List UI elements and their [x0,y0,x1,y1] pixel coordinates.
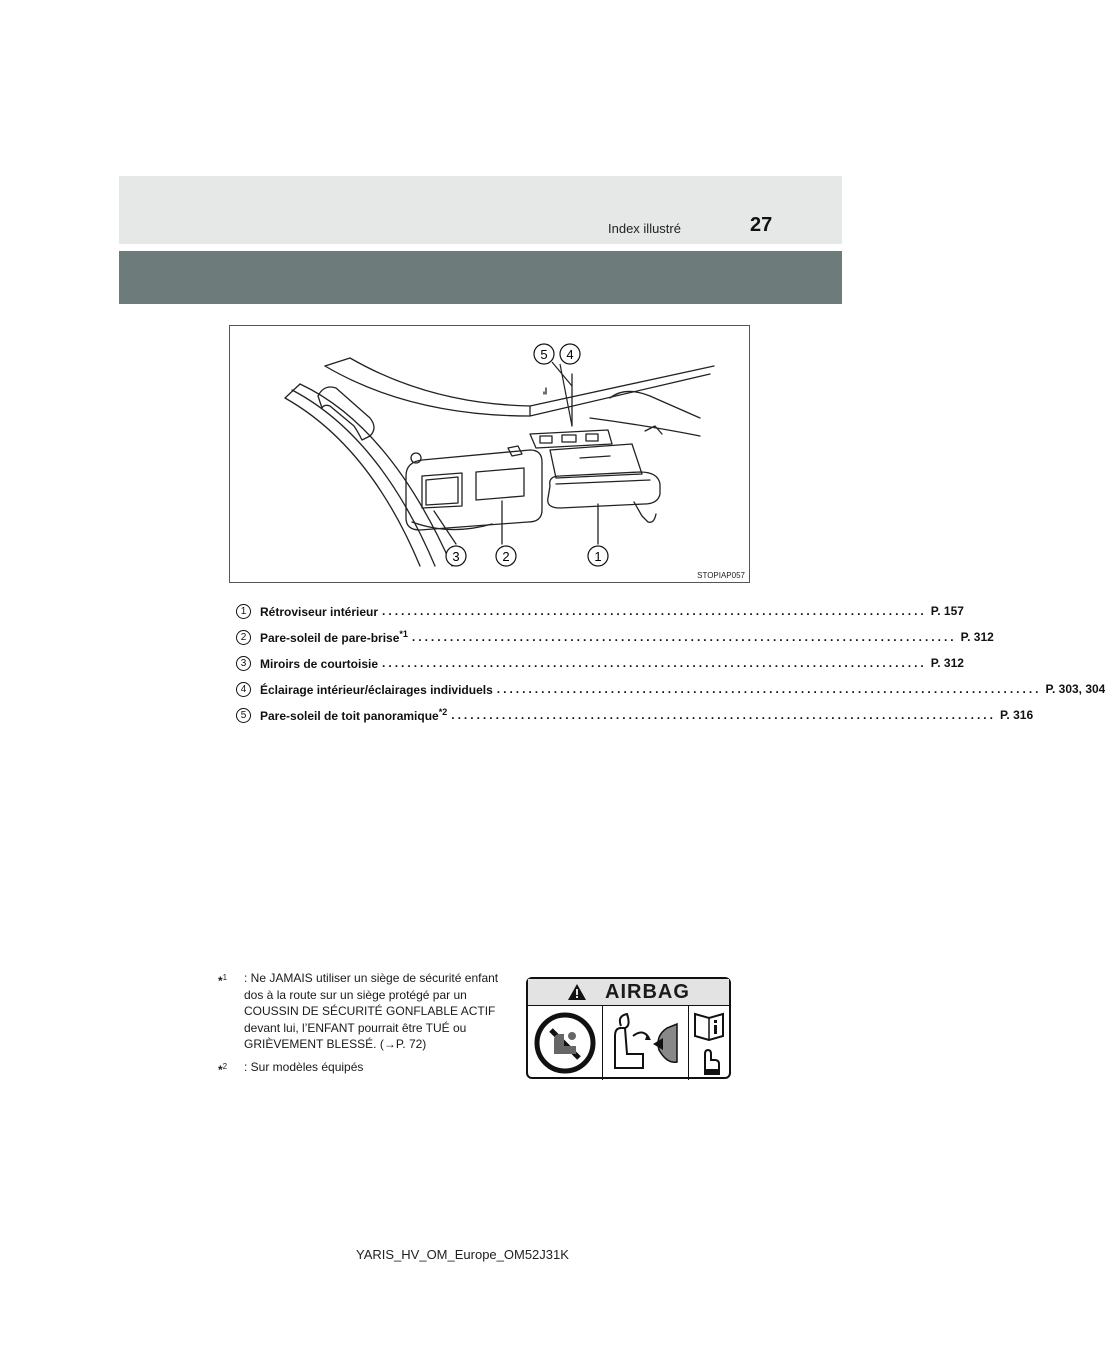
warning-triangle-icon [567,983,587,1001]
svg-text:2: 2 [502,549,510,564]
airbag-label-header [528,979,729,1006]
footnotes [218,970,508,1084]
item-page-ref[interactable]: P. 303, 304 [1045,682,1105,696]
item-page-ref[interactable]: P. 312 [960,630,994,644]
item-number: 5 [236,708,251,723]
illustration-drawing [230,326,749,582]
leader-dots: ...................................................................................... [496,682,1042,696]
seat-airbag-deploy-icon [603,1006,689,1080]
footnote-2 [218,1059,508,1079]
item-label: Pare-soleil de toit panoramique$^{*2}$ [260,707,448,723]
leader-dots: ...................................................................................... [411,630,957,644]
footnote-1 [218,970,508,1053]
leader-dots: ...................................................................................... [382,604,927,618]
footnote-text: : Sur modèles équipés [244,1059,364,1074]
list-item [236,650,964,676]
page-number: 27 [750,214,773,236]
footnote-mark: *$^2$ [218,1061,228,1077]
item-number: 4 [236,682,251,697]
overhead-console-illustration [229,325,750,583]
figure-code: STOPIAP057 [697,571,745,580]
svg-text:5: 5 [540,347,548,362]
item-page-ref[interactable]: P. 157 [930,604,964,618]
footnote-mark: *$^1$ [218,973,228,988]
read-manual-icon [689,1006,731,1080]
component-list [236,598,1105,728]
no-rear-facing-child-seat-icon [528,1006,603,1080]
callout-4 [560,344,580,364]
item-page-ref[interactable]: P. 312 [930,656,964,670]
item-number: 2 [236,630,251,645]
item-label: Éclairage intérieur/éclairages individuels [260,683,493,697]
callout-1 [588,546,608,566]
item-number: 3 [236,656,251,671]
section-title: Index illustré [608,221,681,236]
footnote-text: : Ne JAMAIS utiliser un siège de sécurité enfant dos à la route sur un siège protégé par un COUSSIN DE SÉCURITÉ GONFLABLE ACTIF devant lui, l’ENFANT pourrait être TUÉ ou GRIÈVEMENT BLESSÉ. (→P. 72) [244,971,499,1051]
callout-5 [534,344,554,364]
airbag-title: AIRBAG [605,980,690,1003]
item-label: Miroirs de courtoisie [260,657,379,671]
item-label: Pare-soleil de pare-brise$^{*1}$ [260,629,408,645]
list-item [236,676,1105,702]
leader-dots: ...................................................................................... [451,708,996,722]
list-item [236,702,1034,728]
leader-dots: ...................................................................................... [382,656,927,670]
airbag-label-icons [528,1006,729,1080]
callout-2 [496,546,516,566]
list-item [236,624,994,650]
section-band [119,251,842,304]
header-bar [119,176,842,244]
item-label: Rétroviseur intérieur [260,605,379,619]
item-page-ref[interactable]: P. 316 [999,708,1034,722]
svg-text:4: 4 [566,347,574,362]
svg-text:1: 1 [594,549,602,564]
item-number: 1 [236,604,251,619]
svg-text:3: 3 [452,549,460,564]
callout-3 [446,546,466,566]
airbag-warning-label [526,977,731,1079]
list-item [236,598,964,624]
document-code: YARIS_HV_OM_Europe_OM52J31K [356,1247,569,1262]
